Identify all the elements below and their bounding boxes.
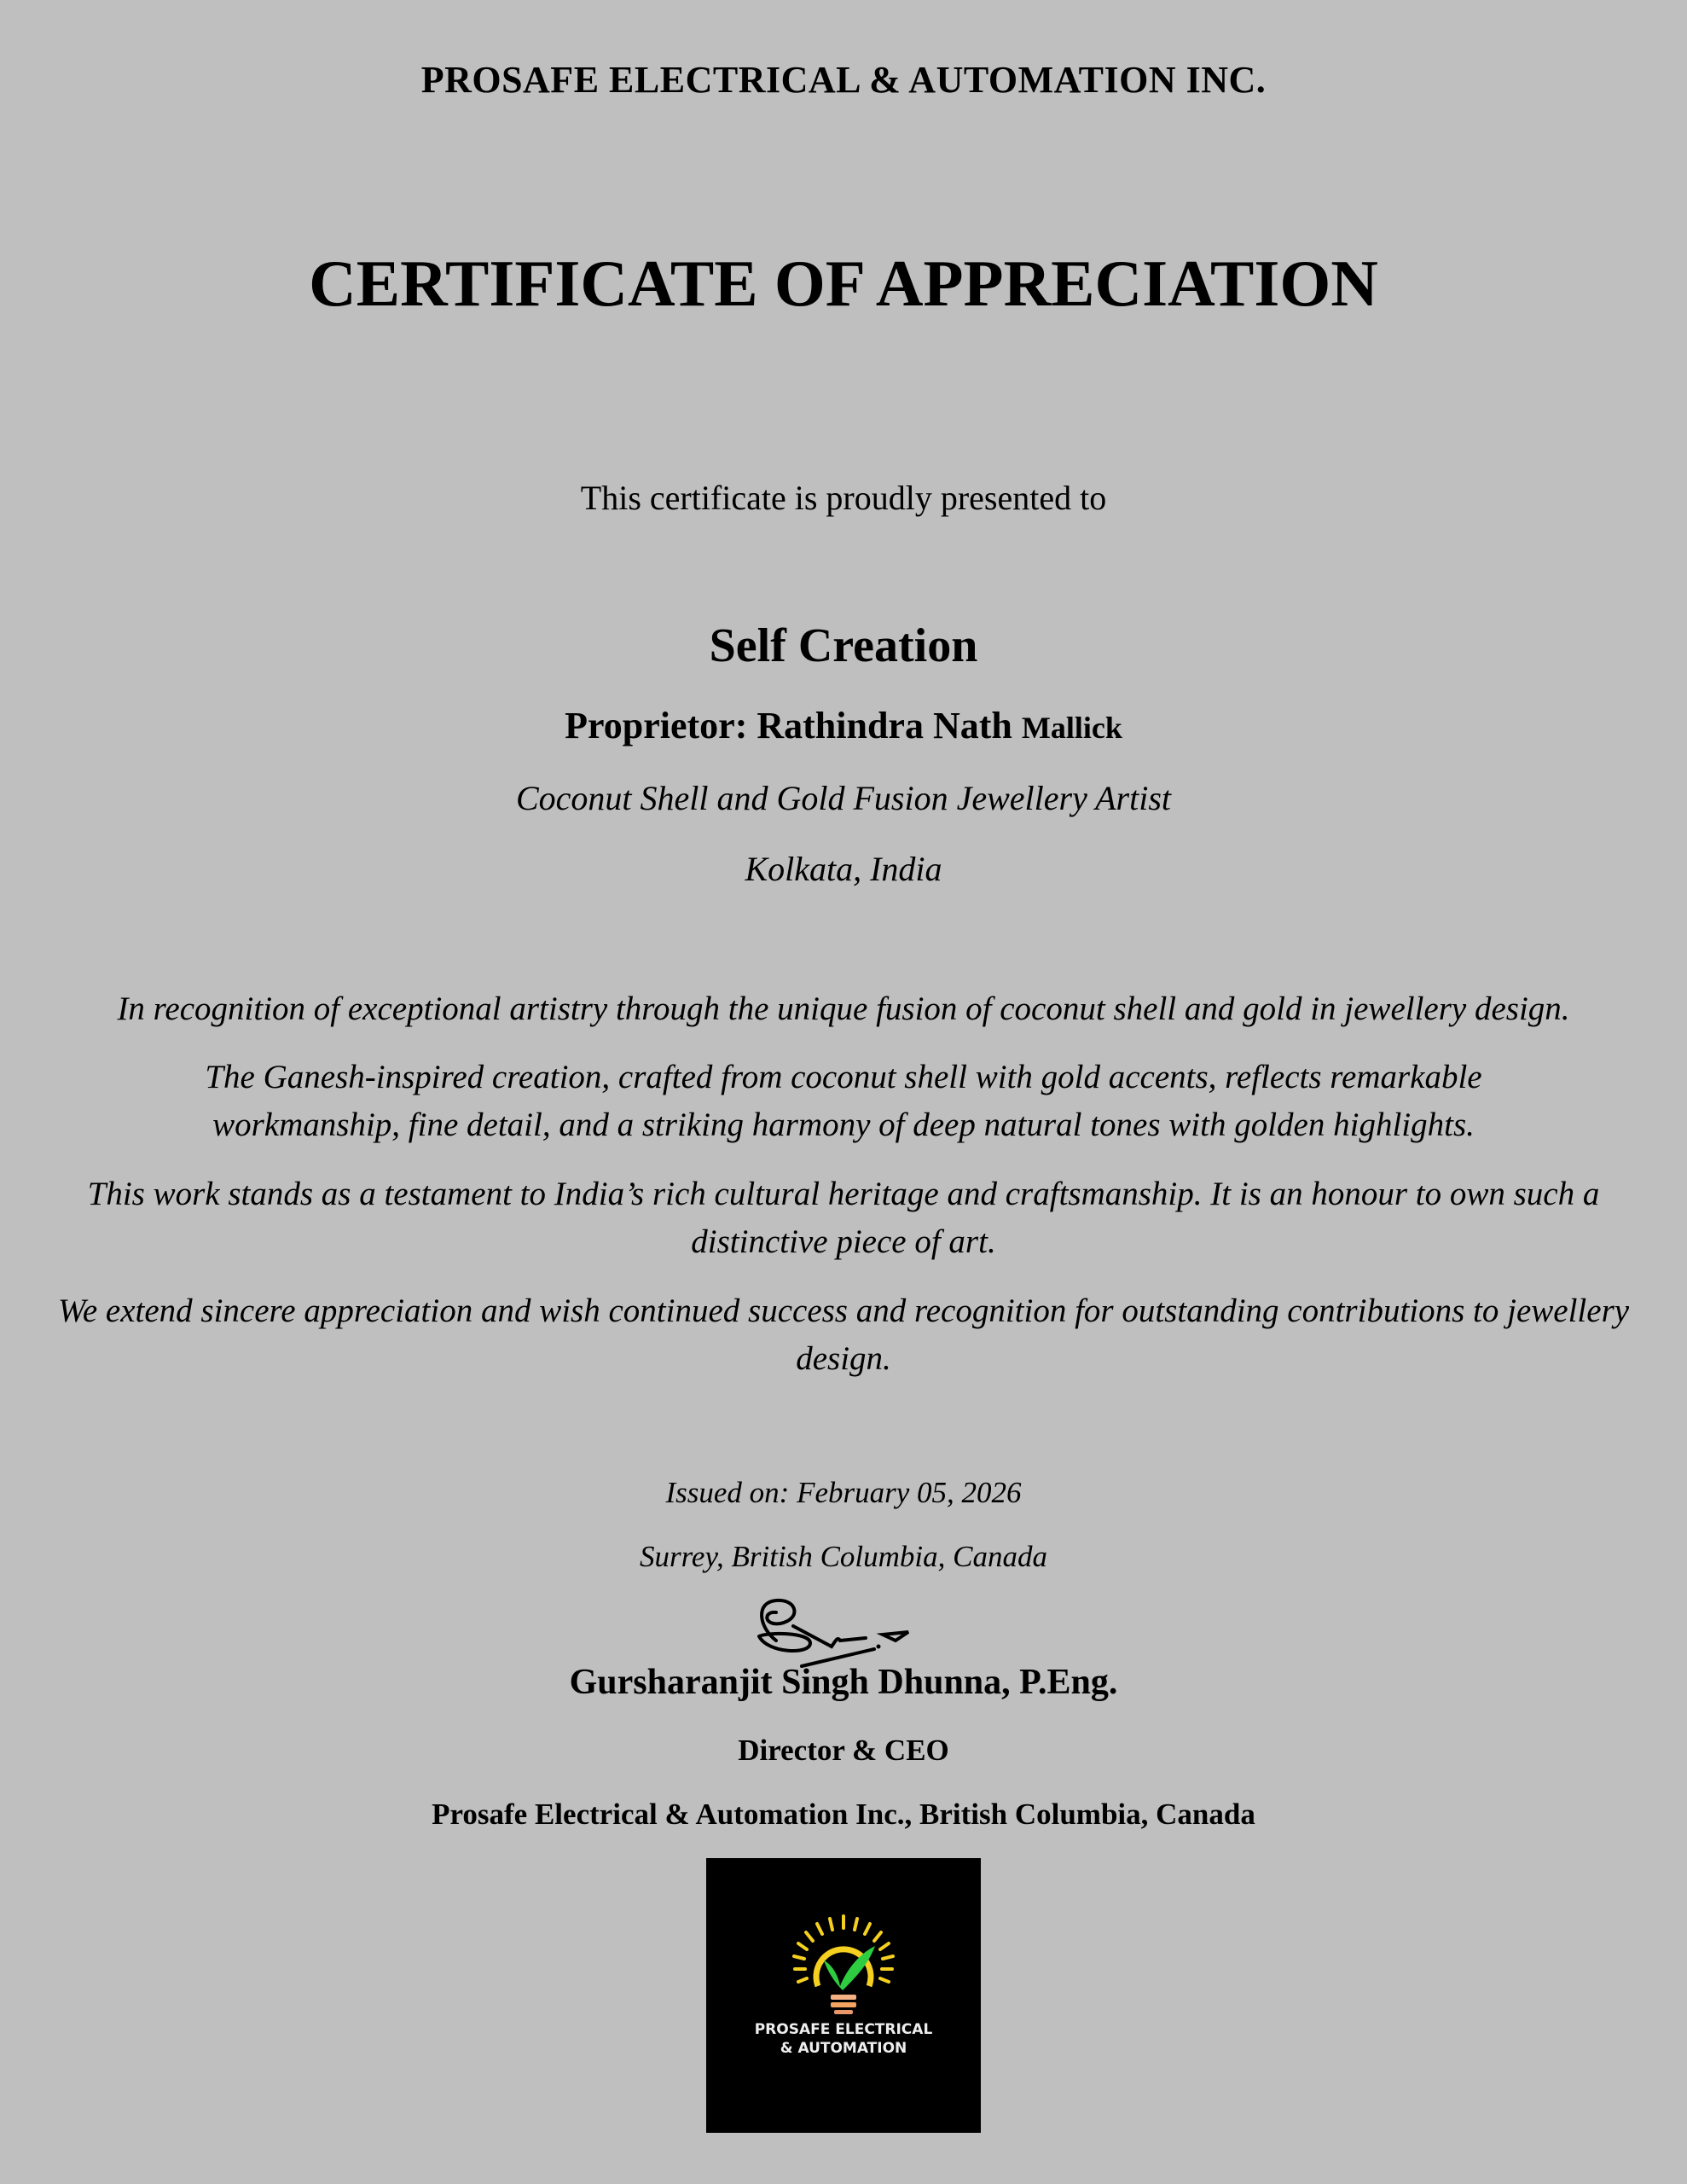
proprietor-line [0, 704, 1687, 747]
body-paragraph: In recognition of exceptional artistry through the unique fusion of coconut shell and gold in jewellery design. [117, 990, 1570, 1027]
signer-title: Director & CEO [738, 1734, 949, 1767]
body-paragraph: This work stands as a testament to India’s rich cultural heritage and craftsmanship. It is an honour to own such a distinctive piece of art. [87, 1176, 1600, 1260]
body-paragraph: The Ganesh-inspired creation, crafted from coconut shell with gold accents, reflects remarkable workmanship, fine detail, and a striking harmony of deep natural tones with golden highlights. [205, 1059, 1482, 1143]
issued-date: Issued on: February 05, 2026 [665, 1476, 1022, 1509]
body-paragraph: We extend sincere appreciation and wish continued success and recognition for outstanding contributions to jewellery design. [57, 1292, 1630, 1377]
company-logo [706, 1858, 981, 2133]
issued-place: Surrey, British Columbia, Canada [639, 1540, 1048, 1573]
lightbulb-check-icon [706, 1858, 981, 2133]
recipient-location: Kolkata, India [745, 850, 942, 888]
signer-organization: Prosafe Electrical & Automation Inc., British Columbia, Canada [432, 1798, 1255, 1831]
proprietor-label: Proprietor: Rathindra Nath [565, 705, 1012, 746]
recipient-role: Coconut Shell and Gold Fusion Jewellery Artist [515, 779, 1172, 817]
company-header: PROSAFE ELECTRICAL & AUTOMATION INC. [420, 59, 1267, 101]
signer-name: Gursharanjit Singh Dhunna, P.Eng. [569, 1663, 1118, 1702]
logo-text: PROSAFE ELECTRICAL & AUTOMATION [754, 2021, 933, 2057]
presented-to-text: This certificate is proudly presented to [580, 479, 1107, 517]
signature-icon [742, 1594, 947, 1670]
proprietor-surname: Mallick [1021, 711, 1122, 745]
certificate-title: CERTIFICATE OF APPRECIATION [309, 247, 1378, 320]
recipient-name: Self Creation [709, 619, 978, 672]
